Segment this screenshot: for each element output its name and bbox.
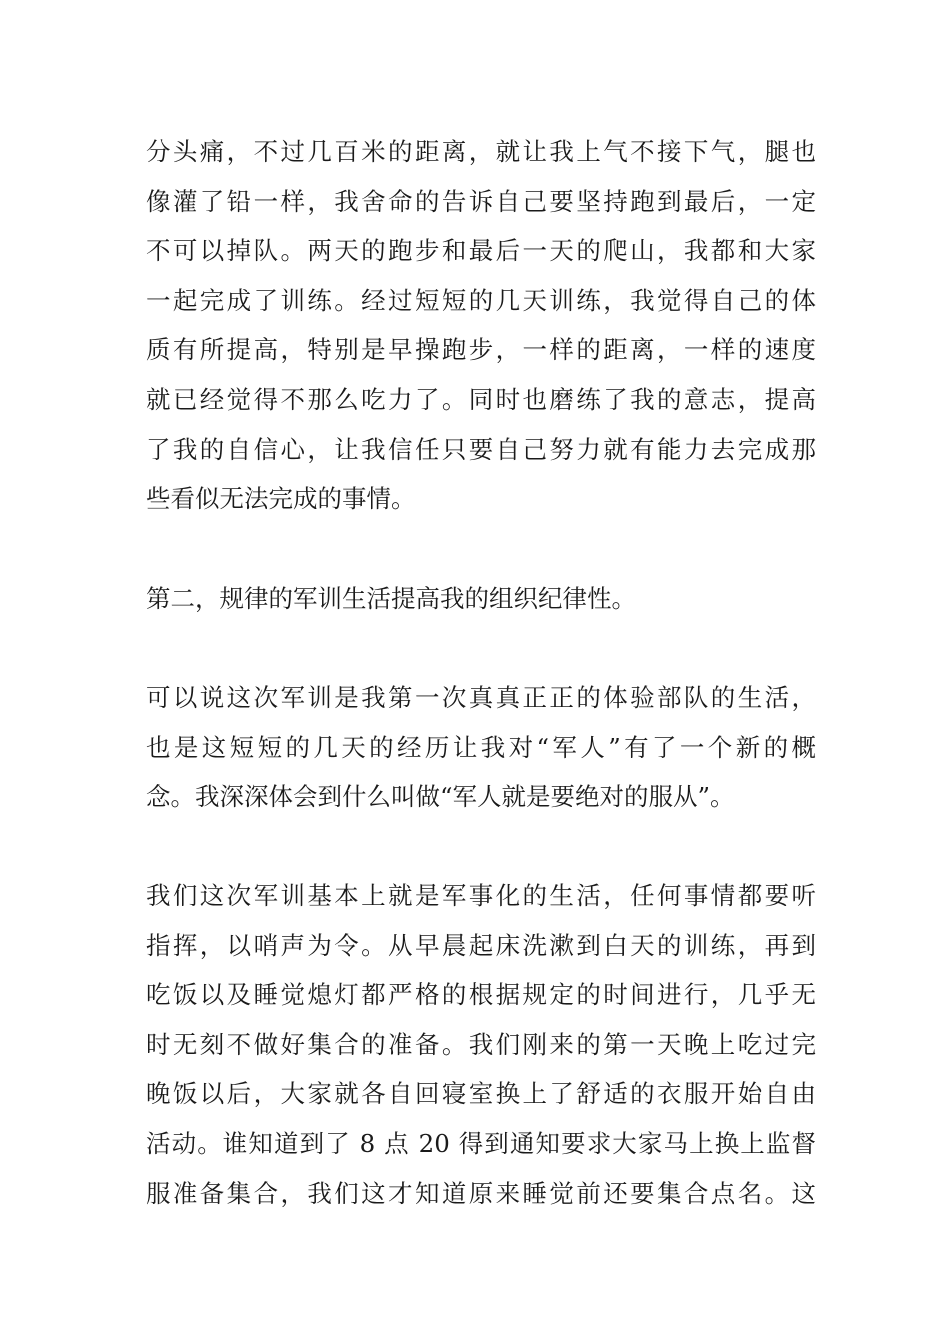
section-heading: 第二，规律的军训生活提高我的组织纪律性。 [146, 584, 636, 613]
paragraph-2 [146, 574, 816, 624]
paragraph-line: 质有所提高，特别是早操跑步，一样的距离，一样的速度 [146, 335, 816, 365]
paragraph-line: 就已经觉得不那么吃力了。同时也磨练了我的意志，提高 [146, 384, 816, 414]
paragraph-3 [146, 673, 816, 822]
paragraph-line: 晚饭以后，大家就各自回寝室换上了舒适的衣服开始自由 [146, 1079, 816, 1109]
paragraph-line: 指挥，以哨声为令。从早晨起床洗漱到白天的训练，再到 [146, 930, 816, 960]
paragraph-line: 可以说这次军训是我第一次真真正正的体验部队的生活， [146, 683, 816, 712]
paragraph-line: 了我的自信心，让我信任只要自己努力就有能力去完成那 [146, 434, 816, 464]
paragraph-line: 念。我深深体会到什么叫做“军人就是要绝对的服从”。 [146, 782, 735, 812]
paragraph-line: 一起完成了训练。经过短短的几天训练，我觉得自己的体 [146, 285, 816, 315]
paragraph-1 [146, 127, 816, 524]
paragraph-line: 时无刻不做好集合的准备。我们刚来的第一天晚上吃过完 [146, 1029, 816, 1059]
paragraph-line: 不可以掉队。两天的跑步和最后一天的爬山，我都和大家 [146, 236, 816, 266]
paragraph-line: 分头痛，不过几百米的距离，就让我上气不接下气，腿也 [146, 137, 816, 166]
paragraph-line: 活动。谁知道到了 8 点 20 得到通知要求大家马上换上监督 [146, 1128, 816, 1158]
paragraph-line: 也是这短短的几天的经历让我对“军人”有了一个新的概 [146, 732, 816, 762]
paragraph-4 [146, 871, 816, 1218]
paragraph-line: 些看似无法完成的事情。 [146, 484, 416, 514]
paragraph-line: 服准备集合，我们这才知道原来睡觉前还要集合点名。这 [146, 1178, 816, 1208]
paragraph-line: 我们这次军训基本上就是军事化的生活，任何事情都要听 [146, 881, 816, 910]
paragraph-line: 吃饭以及睡觉熄灯都严格的根据规定的时间进行，几乎无 [146, 980, 816, 1010]
paragraph-line: 像灌了铅一样，我舍命的告诉自己要坚持跑到最后，一定 [146, 186, 816, 216]
